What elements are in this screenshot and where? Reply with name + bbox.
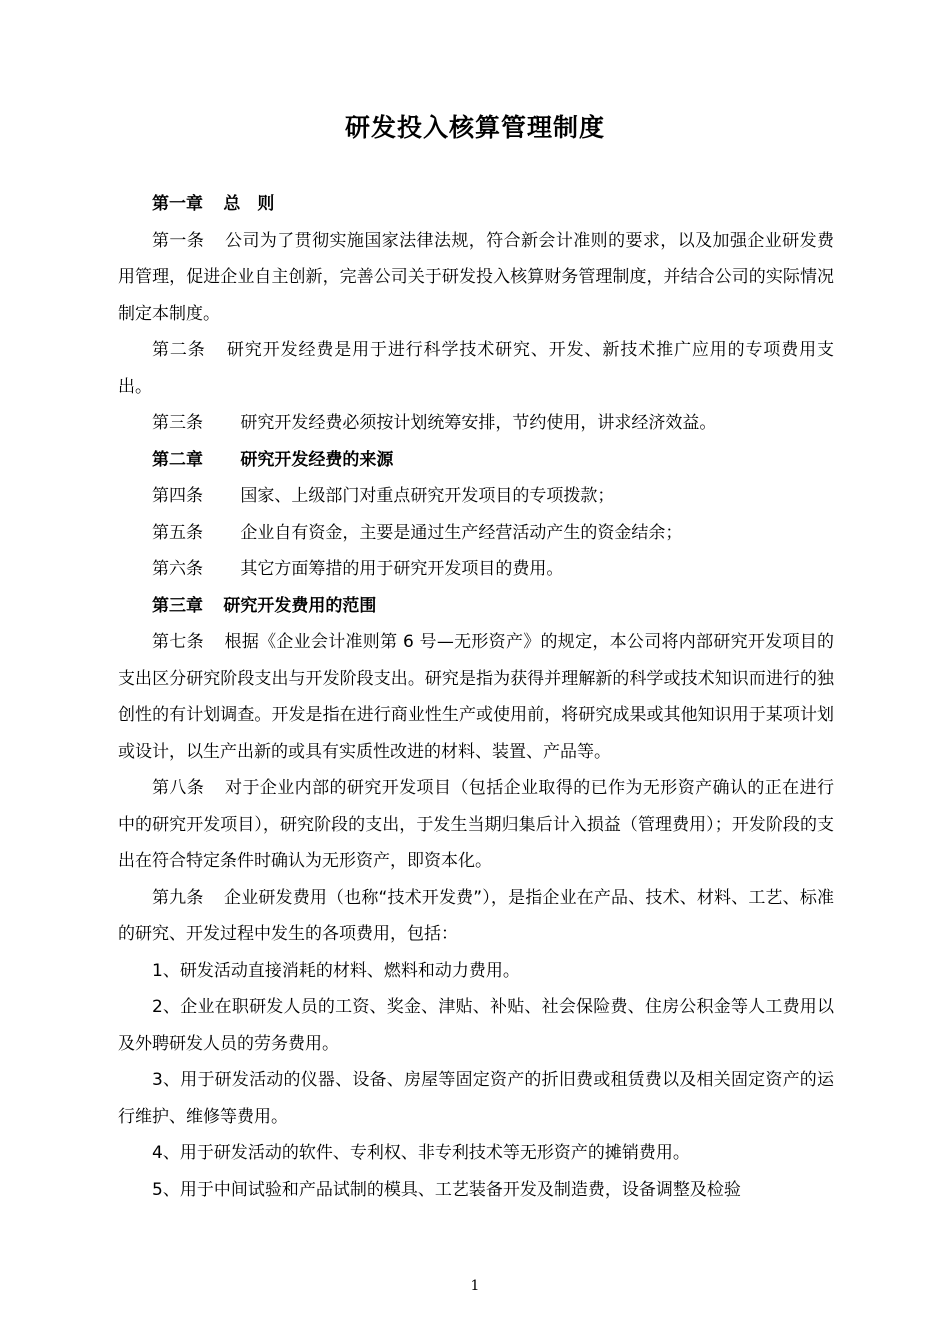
article-paragraph xyxy=(118,515,834,552)
article-text: 研究开发经费是用于进行科学技术研究、开发、新技术推广应用的专项费用支出。 xyxy=(118,340,835,397)
document-body xyxy=(118,186,834,1208)
chapter-heading xyxy=(118,186,834,223)
chapter-name: 研究开发费用的范围 xyxy=(223,595,377,616)
article-paragraph xyxy=(118,478,834,515)
article-text: 研究开发经费必须按计划统筹安排，节约使用，讲求经济效益。 xyxy=(240,413,717,433)
chapter-heading xyxy=(118,442,834,479)
article-text: 公司为了贯彻实施国家法律法规，符合新会计准则的要求，以及加强企业研发费用管理，促进企业自主创新，完善公司关于研发投入核算财务管理制度，并结合公司的实际情况制定本制度。 xyxy=(118,230,835,324)
chapter-heading xyxy=(118,588,834,625)
article-number: 第一条 xyxy=(152,230,205,251)
article-paragraph xyxy=(118,880,834,953)
article-number: 第二条 xyxy=(152,340,206,360)
list-item: 2、企业在职研发人员的工资、奖金、津贴、补贴、社会保险费、住房公积金等人工费用以及外聘研发人员的劳务费用。 xyxy=(118,997,834,1054)
article-text: 国家、上级部门对重点研究开发项目的专项拨款； xyxy=(240,486,615,506)
article-paragraph xyxy=(118,551,834,588)
article-text: 其它方面筹措的用于研究开发项目的费用。 xyxy=(240,559,564,579)
article-paragraph xyxy=(118,223,834,333)
chapter-name: 研究开发经费的来源 xyxy=(240,449,394,470)
chapter-number: 第三章 xyxy=(152,595,203,616)
article-number: 第七条 xyxy=(152,632,204,652)
article-number: 第九条 xyxy=(152,887,204,908)
page-number: 1 xyxy=(470,1278,480,1294)
article-number: 第三条 xyxy=(152,413,203,433)
article-paragraph xyxy=(118,624,834,770)
list-item: 1、研发活动直接消耗的材料、燃料和动力费用。 xyxy=(152,960,520,981)
article-number: 第四条 xyxy=(152,486,203,506)
list-item: 4、用于研发活动的软件、专利权、非专利技术等无形资产的摊销费用。 xyxy=(152,1143,690,1163)
article-text: 企业自有资金，主要是通过生产经营活动产生的资金结余； xyxy=(240,522,683,543)
chapter-name: 总 则 xyxy=(223,194,275,214)
article-text: 根据《企业会计准则第 6 号—无形资产》的规定，本公司将内部研究开发项目的支出区分研究阶段支出与开发阶段支出。研究是指为获得并理解新的科学或技术知识而进行的独创性的有计划调查。开发是指在进行商业性生产或使用前，将研究成果或其他知识用于某项计划或设计，以生产出新的或具有实质性改进的材料、装置、产品等。 xyxy=(118,632,835,762)
chapter-number: 第一章 xyxy=(152,194,203,214)
article-text: 企业研发费用（也称“技术开发费”），是指企业在产品、技术、材料、工艺、标准的研究、开发过程中发生的各项费用，包括： xyxy=(118,887,835,944)
list-item: 3、用于研发活动的仪器、设备、房屋等固定资产的折旧费或租赁费以及相关固定资产的运行维护、维修等费用。 xyxy=(118,1070,834,1127)
document-title: 研发投入核算管理制度 xyxy=(344,113,605,142)
article-text: 对于企业内部的研究开发项目（包括企业取得的已作为无形资产确认的正在进行中的研究开发项目），研究阶段的支出，于发生当期归集后计入损益（管理费用）；开发阶段的支出在符合特定条件时确认为无形资产，即资本化。 xyxy=(118,778,835,871)
chapter-number: 第二章 xyxy=(152,449,203,470)
article-paragraph xyxy=(118,405,834,442)
article-paragraph xyxy=(118,770,834,880)
article-number: 第六条 xyxy=(152,559,203,579)
article-number: 第八条 xyxy=(152,778,205,798)
article-paragraph xyxy=(118,332,834,405)
article-number: 第五条 xyxy=(152,522,203,543)
list-item: 5、用于中间试验和产品试制的模具、工艺装备开发及制造费，设备调整及检验 xyxy=(152,1179,741,1200)
